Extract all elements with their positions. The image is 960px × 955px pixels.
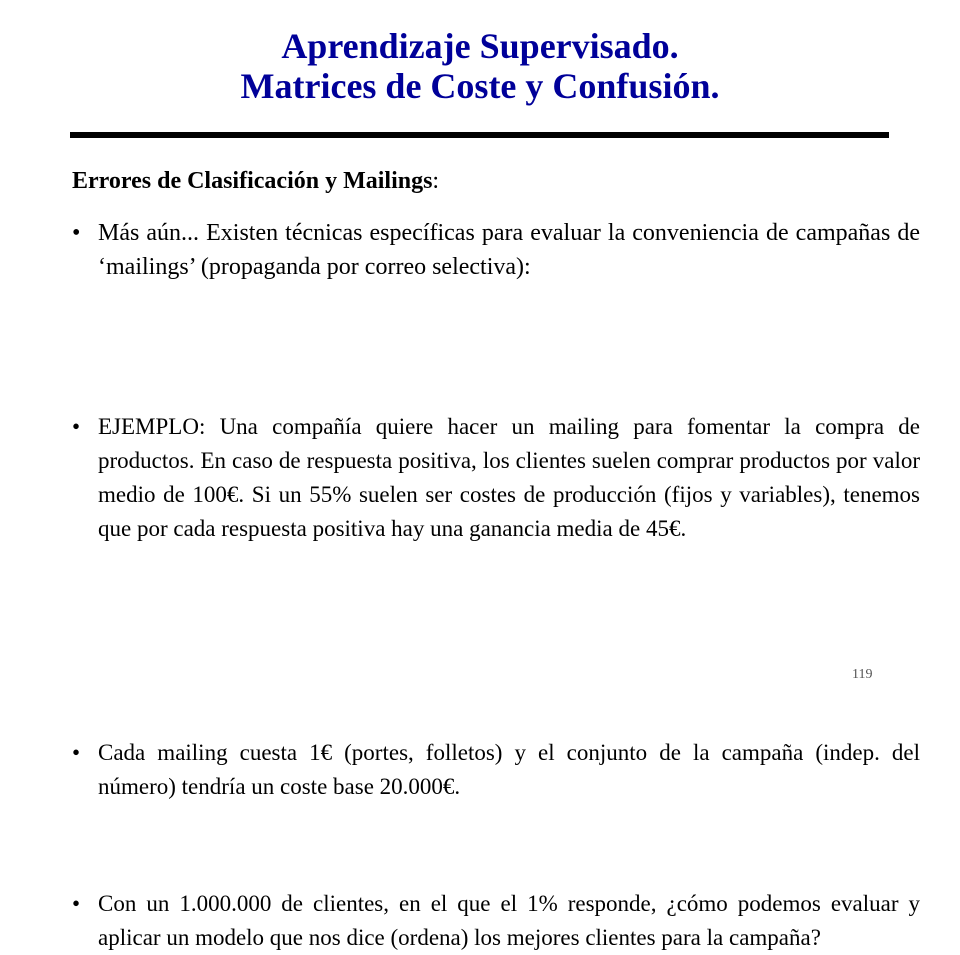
bullet-marker: •: [72, 414, 81, 439]
bullet-marker: •: [72, 740, 81, 765]
bullet-text: Cada mailing cuesta 1€ (portes, folletos) y el conjunto de la campaña (indep. del número) tendría un coste base 20.000€.: [98, 740, 920, 799]
bullet-item-4: [72, 887, 920, 955]
bullet-item-1: [72, 216, 920, 284]
bullet-item-2: [72, 410, 920, 546]
bullet-text: EJEMPLO: Una compañía quiere hacer un mailing para fomentar la compra de productos. En caso de respuesta positiva, los clientes suelen comprar productos por valor medio de 100€. Si un 55% suelen ser costes de producción (fijos y variables), tenemos que por cada respuesta positiva hay una ganancia media de 45€.: [98, 414, 920, 541]
section-heading-colon: :: [432, 168, 440, 194]
slide-title: [0, 26, 960, 106]
bullet-marker: •: [72, 220, 81, 246]
title-divider: [70, 132, 889, 138]
title-line-2: Matrices de Coste y Confusión.: [240, 66, 720, 106]
title-line-1: Aprendizaje Supervisado.: [281, 26, 679, 66]
bullet-item-3: [72, 736, 920, 804]
bullet-marker: •: [72, 891, 81, 916]
bullet-text: Con un 1.000.000 de clientes, en el que el 1% responde, ¿cómo podemos evaluar y aplicar un modelo que nos dice (ordena) los mejores clientes para la campaña?: [98, 891, 920, 950]
section-heading: [72, 166, 439, 196]
bullet-text: Más aún... Existen técnicas específicas para evaluar la conveniencia de campañas de ‘mailings’ (propaganda por correo selectiva):: [98, 220, 920, 280]
section-heading-text: Errores de Clasificación y Mailings: [72, 168, 433, 194]
page-number: 119: [852, 667, 873, 682]
